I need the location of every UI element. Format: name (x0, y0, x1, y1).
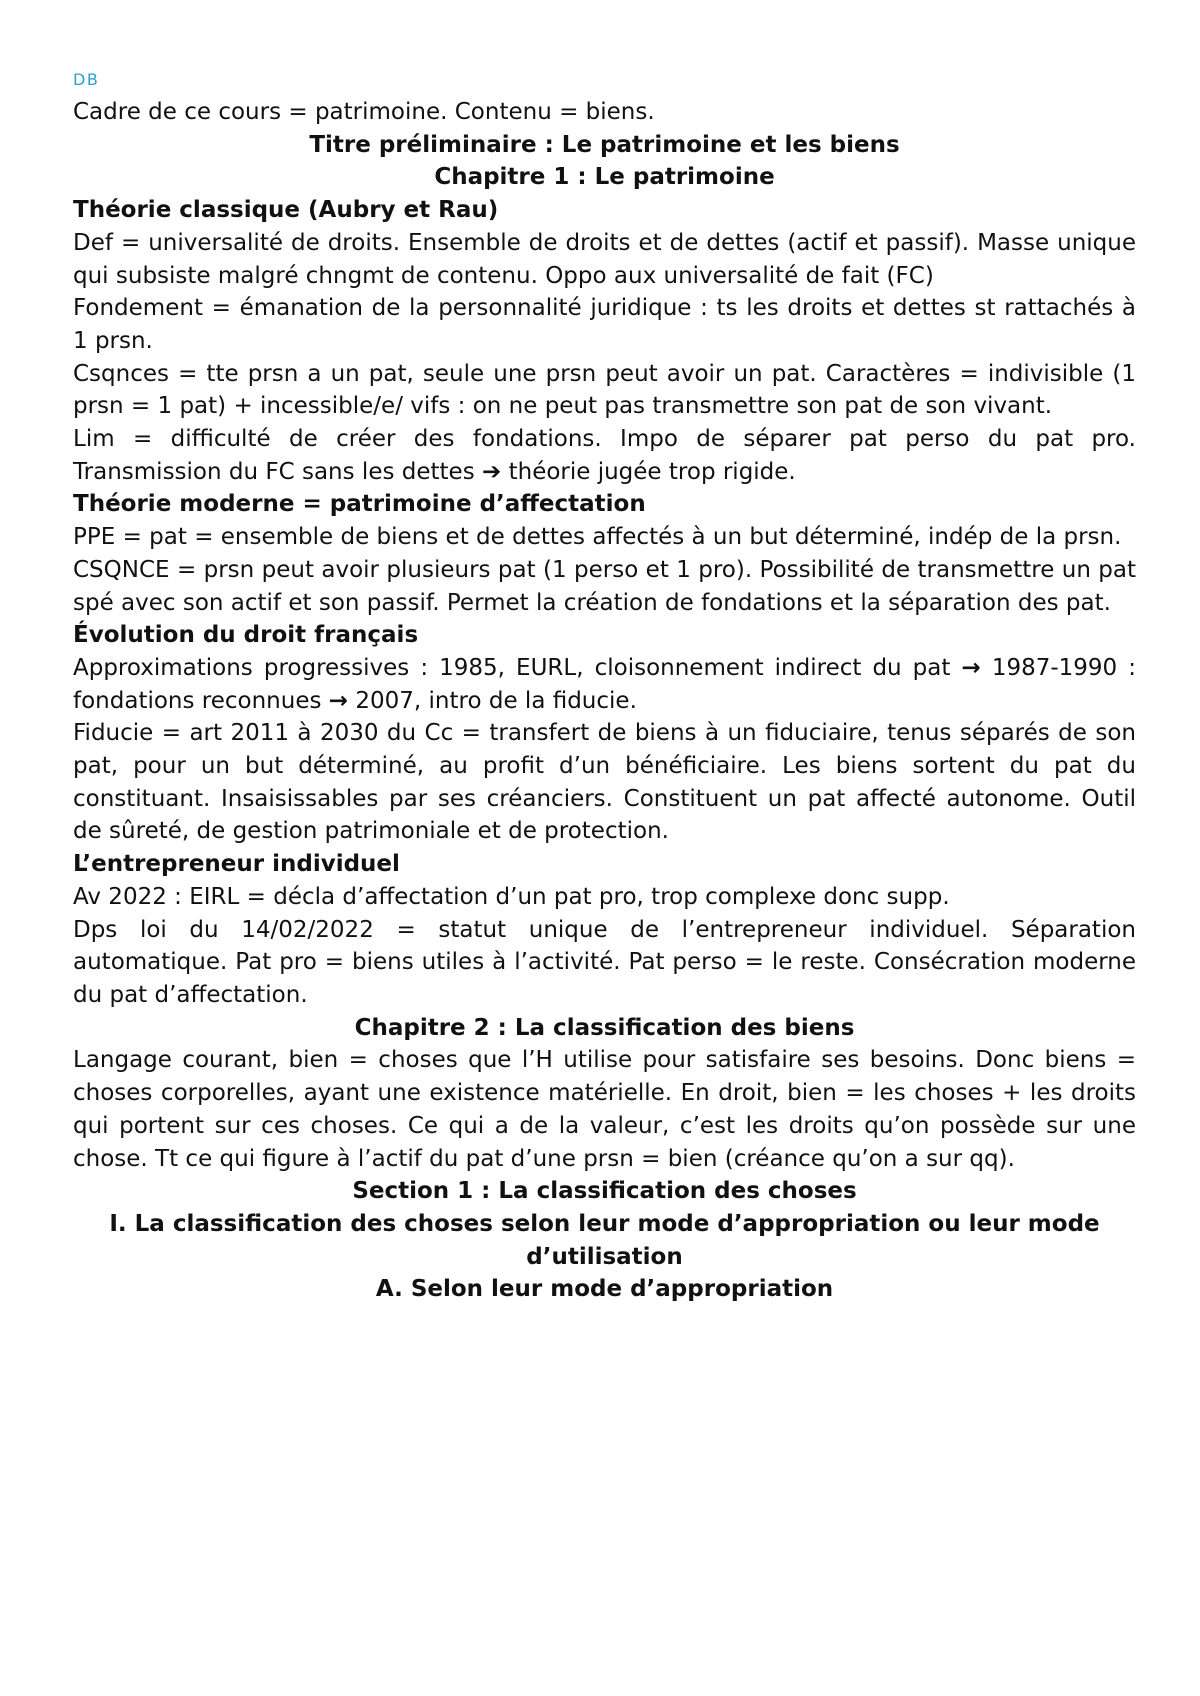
approx-text-a: Approximations progressives : 1985, EURL, cloisonnement indirect du pat (73, 654, 951, 681)
csqnces-paragraph: Csqnces = tte prsn a un pat, seule une prsn peut avoir un pat. Caractères = indivisible (1 prsn = 1 pat) + incessible/e/ vifs : on ne peut pas transmettre son pat de son vivant. (73, 360, 1136, 420)
fiducie-paragraph: Fiducie = art 2011 à 2030 du Cc = transfert de biens à un fiduciaire, tenus séparés de son pat, pour un but déterminé, au profit d’un bénéficiaire. Les biens sortent du pat du constituant. Insaisissables par ses créanciers. Constituent un pat affecté autonome. Outil de sûreté, de gestion patrimoniale et de protection. (73, 720, 1136, 845)
chapitre-1-title: Chapitre 1 : Le patrimoine (434, 164, 775, 191)
section-1-title: Section 1 : La classification des choses (352, 1178, 857, 1205)
approx-text-b: 1987-1990 : fondations reconnues (73, 654, 1136, 714)
intro-line: Cadre de ce cours = patrimoine. Contenu = biens. (73, 99, 655, 125)
dps-paragraph: Dps loi du 14/02/2022 = statut unique de l’entrepreneur individuel. Séparation automatique. Pat pro = biens utiles à l’activité. Pat perso = le reste. Consécration moderne du pat d’affectation. (73, 916, 1136, 1008)
lim-paragraph (73, 423, 1136, 488)
theorie-classique-heading: Théorie classique (Aubry et Rau) (73, 197, 499, 224)
av2022-paragraph: Av 2022 : EIRL = décla d’affectation d’un pat pro, trop complexe donc supp. (73, 883, 950, 910)
approx-text-c: 2007, intro de la fiducie. (355, 687, 637, 714)
partie-1-title: I. La classification des choses selon leur mode d’appropriation ou leur mode d’utilisation (109, 1210, 1100, 1270)
ppe-paragraph: PPE = pat = ensemble de biens et de dettes affectés à un but déterminé, indép de la prsn. (73, 524, 1122, 551)
arrow-icon: → (961, 654, 981, 681)
approximations-paragraph (73, 652, 1136, 717)
langage-paragraph: Langage courant, bien = choses que l’H utilise pour satisfaire ses besoins. Donc biens = choses corporelles, ayant une existence matérielle. En droit, bien = les choses + les droits qui portent sur ces choses. Ce qui a de la valeur, c’est les droits qu’on possède sur une chose. Tt ce qui figure à l’actif du pat d’une prsn = bien (créance qu’on a sur qq). (73, 1047, 1136, 1172)
arrow-icon: → (328, 687, 349, 714)
sous-partie-a-title: A. Selon leur mode d’appropriation (375, 1276, 834, 1303)
titre-preliminaire: Titre préliminaire : Le patrimoine et les biens (309, 131, 900, 158)
evolution-heading: Évolution du droit français (73, 622, 419, 649)
def-paragraph: Def = universalité de droits. Ensemble de droits et de dettes (actif et passif). Masse unique qui subsiste malgré chngmt de contenu. Oppo aux universalité de fait (FC) (73, 229, 1136, 289)
fondement-paragraph: Fondement = émanation de la personnalité juridique : ts les droits et dettes st rattachés à 1 prsn. (73, 295, 1136, 354)
lim-text-a: Lim = difficulté de créer des fondations. Impo de séparer pat perso du pat pro. Transmission du FC sans les dettes (73, 426, 1136, 485)
author-tag: DB (73, 70, 100, 89)
theorie-moderne-heading: Théorie moderne = patrimoine d’affectation (73, 491, 646, 518)
lim-text-b: théorie jugée trop rigide. (508, 458, 796, 485)
chapitre-2-title: Chapitre 2 : La classification des biens (354, 1014, 855, 1041)
arrow-icon: ➔ (482, 458, 502, 485)
csqnce-paragraph: CSQNCE = prsn peut avoir plusieurs pat (1 perso et 1 pro). Possibilité de transmettre un pat spé avec son actif et son passif. Permet la création de fondations et la séparation des pat. (73, 556, 1136, 616)
entrepreneur-heading: L’entrepreneur individuel (73, 851, 400, 878)
